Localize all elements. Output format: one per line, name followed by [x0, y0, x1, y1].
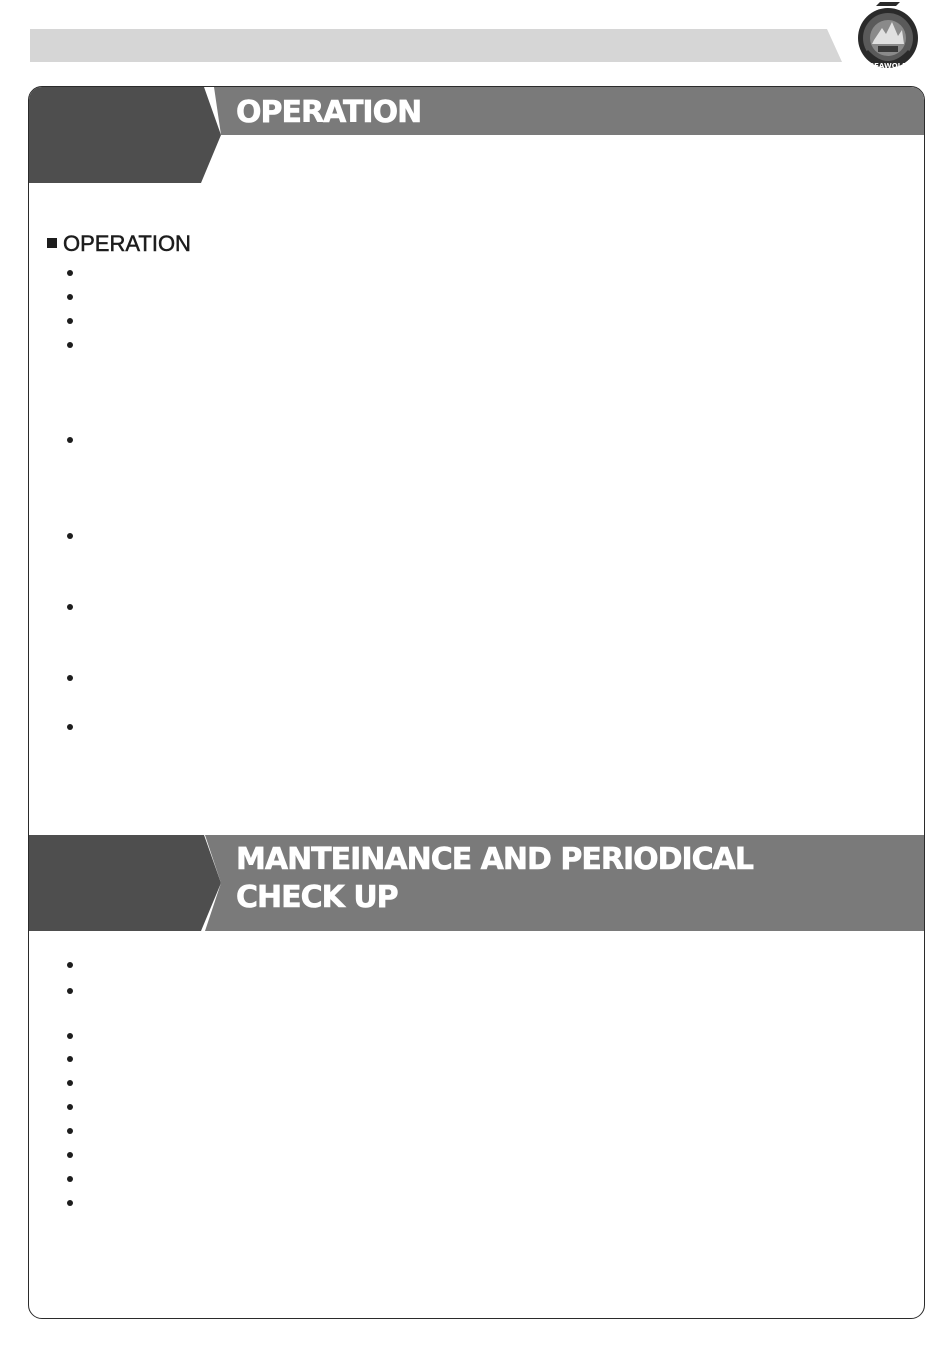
- square-bullet-icon: [47, 238, 57, 248]
- bullet-icon: [67, 342, 73, 348]
- maintenance-section-header: [29, 835, 924, 931]
- section-title: OPERATION: [236, 95, 422, 130]
- operation-subheading: OPERATION: [47, 231, 191, 257]
- bullet-icon: [67, 1056, 73, 1062]
- bullet-icon: [67, 1176, 73, 1182]
- bullet-icon: [67, 533, 73, 539]
- bullet-icon: [67, 1104, 73, 1110]
- bullet-icon: [67, 962, 73, 968]
- bullet-icon: [67, 294, 73, 300]
- bullet-icon: [67, 724, 73, 730]
- bullet-icon: [67, 318, 73, 324]
- svg-text:SEAWOLF: SEAWOLF: [869, 62, 907, 70]
- bullet-icon: [67, 1080, 73, 1086]
- content-frame: [28, 86, 925, 1319]
- bullet-icon: [67, 1128, 73, 1134]
- bullet-icon: [67, 1200, 73, 1206]
- seawolf-emblem-logo: [856, 0, 920, 80]
- bullet-icon: [67, 1152, 73, 1158]
- section-title: MANTEINANCE AND PERIODICAL CHECK UP: [236, 842, 754, 916]
- bullet-icon: [67, 270, 73, 276]
- bullet-icon: [67, 988, 73, 994]
- bullet-icon: [67, 437, 73, 443]
- bullet-icon: [67, 1033, 73, 1039]
- operation-section-header: [29, 87, 924, 183]
- top-decorative-bar: [30, 29, 842, 62]
- bullet-icon: [67, 675, 73, 681]
- bullet-icon: [67, 604, 73, 610]
